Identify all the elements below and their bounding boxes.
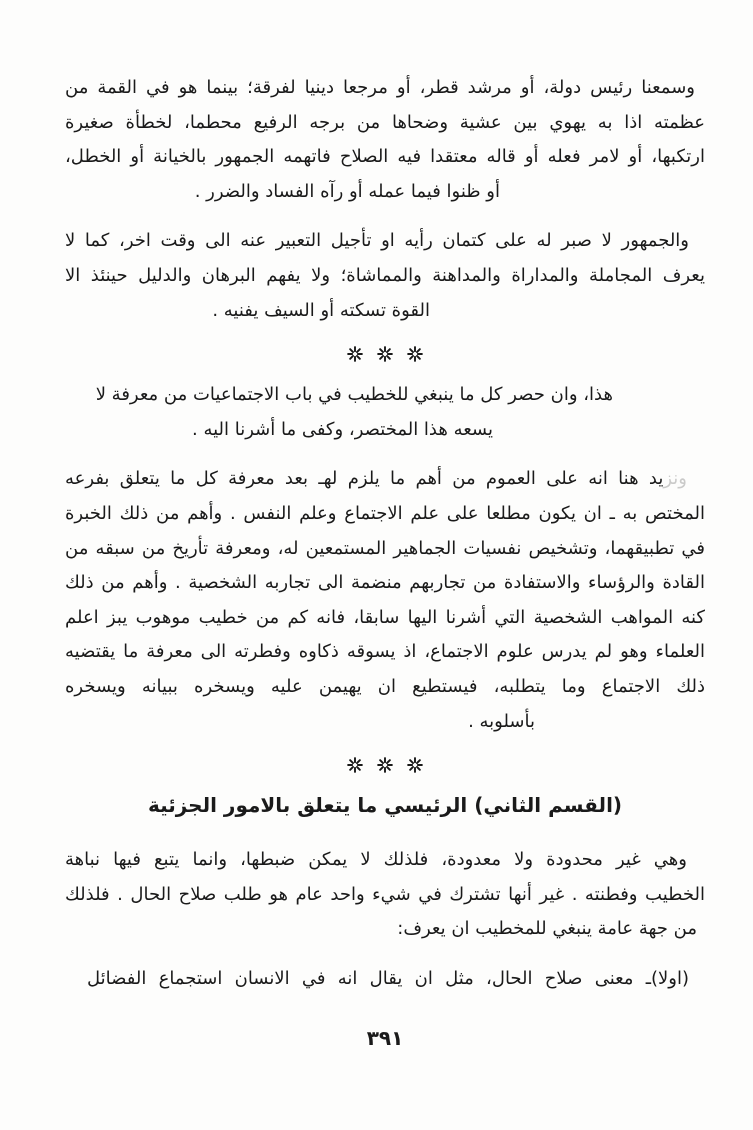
- text-line: كنه المواهب الشخصية التي أشرنا اليها سابقا، فانه كم من خطيب موهوب يبز اعلم: [65, 606, 705, 628]
- text-line: وهي غير محدودة ولا معدودة، فلذلك لا يمكن ضبطها، وانما يتبع فيها نباهة: [65, 849, 687, 871]
- text-line: والجمهور لا صبر له على كتمان رأيه او تأجيل التعبير عنه الى وقت اخر، كما لا: [65, 230, 689, 252]
- section-separator: [65, 343, 705, 365]
- text-line: يعرف المجاملة والمداراة والمداهنة والمماشاة؛ ولا يفهم البرهان والدليل حينئذ الا: [65, 264, 705, 286]
- text-line: (اولا)ـ معنى صلاح الحال، مثل ان يقال انه في الانسان استجماع الفضائل: [87, 967, 689, 989]
- text-line: أو ظنوا فيما عمله أو رآه الفساد والضرر .: [194, 180, 500, 202]
- flower-asterisk-icon: [407, 346, 423, 362]
- text-line: الخطيب وفطنته . غير أنها تشترك في شيء واحد عام هو طلب صلاح الحال . فلذلك: [65, 883, 705, 905]
- faded-print-text: ونز: [663, 468, 687, 490]
- text-line: من جهة عامة ينبغي للمخطيب ان يعرف:: [397, 918, 697, 940]
- text-line: ارتكبها، أو لامر فعله أو قاله معتقدا فيه الصلاح فاتهمه الجمهور بالخيانة أو الخطل،: [65, 146, 705, 168]
- flower-asterisk-icon: [377, 757, 393, 773]
- paragraph: [65, 71, 705, 209]
- text-line: القادة والرؤساء والاستفادة من تجاربهم منضمة الى تجاربه الشخصية . وأهم من ذلك: [65, 572, 705, 594]
- paragraph: [65, 224, 705, 328]
- text-line: القوة تسكته أو السيف يفنيه .: [212, 299, 430, 321]
- text-line: في تطبيقهما، وتشخيص نفسيات الجماهير المستمعين له، ومعرفة تأريخ من سبقه من: [65, 537, 705, 559]
- text-line: العلماء وهو لم يدرس علوم الاجتماع، اذ يسوقه ذكاوه وفطرته الى معرفة ما يقتضيه: [65, 641, 705, 663]
- text-line: هذا، وان حصر كل ما ينبغي للخطيب في باب الاجتماعيات من معرفة لا: [95, 384, 613, 406]
- flower-asterisk-icon: [347, 346, 363, 362]
- section-heading: (القسم الثاني) الرئيسي ما يتعلق بالامور الجزئية: [147, 793, 623, 818]
- paragraph: [65, 462, 705, 739]
- paragraph: [65, 843, 705, 947]
- text-line: يسعه هذا المختصر، وكفى ما أشرنا اليه .: [192, 418, 493, 440]
- text-line: عظمته اذا به يهوي بين عشية وضحاها من برجه الرفيع محطما، لخطأة صغيرة: [65, 111, 705, 133]
- paragraph: [65, 962, 705, 997]
- page-number: ٣٩١: [366, 1026, 404, 1050]
- text-line: ذلك الاجتماع وما يتطلبه، فيستطيع ان يهيمن عليه ويسخره ببيانه ويسخره: [65, 675, 705, 697]
- flower-asterisk-icon: [347, 757, 363, 773]
- flower-asterisk-icon: [407, 757, 423, 773]
- text-line: بأسلوبه .: [468, 710, 535, 732]
- section-separator: [65, 754, 705, 776]
- flower-asterisk-icon: [377, 346, 393, 362]
- text-line: وسمعنا رئيس دولة، أو مرشد قطر، أو مرجعا دينيا لفرقة؛ بينما هو في القمة من: [65, 77, 695, 98]
- page-text-block: [65, 71, 705, 1011]
- text-line: ونزيد هنا انه على العموم من أهم ما يلزم لهـ بعد معرفة كل ما يتعلق بفرعه: [65, 468, 687, 490]
- paragraph: [65, 378, 705, 447]
- text-line: المختص به ـ ان يكون مطلعا على علم الاجتماع وعلم النفس . وأهم من ذلك الخبرة: [65, 502, 705, 524]
